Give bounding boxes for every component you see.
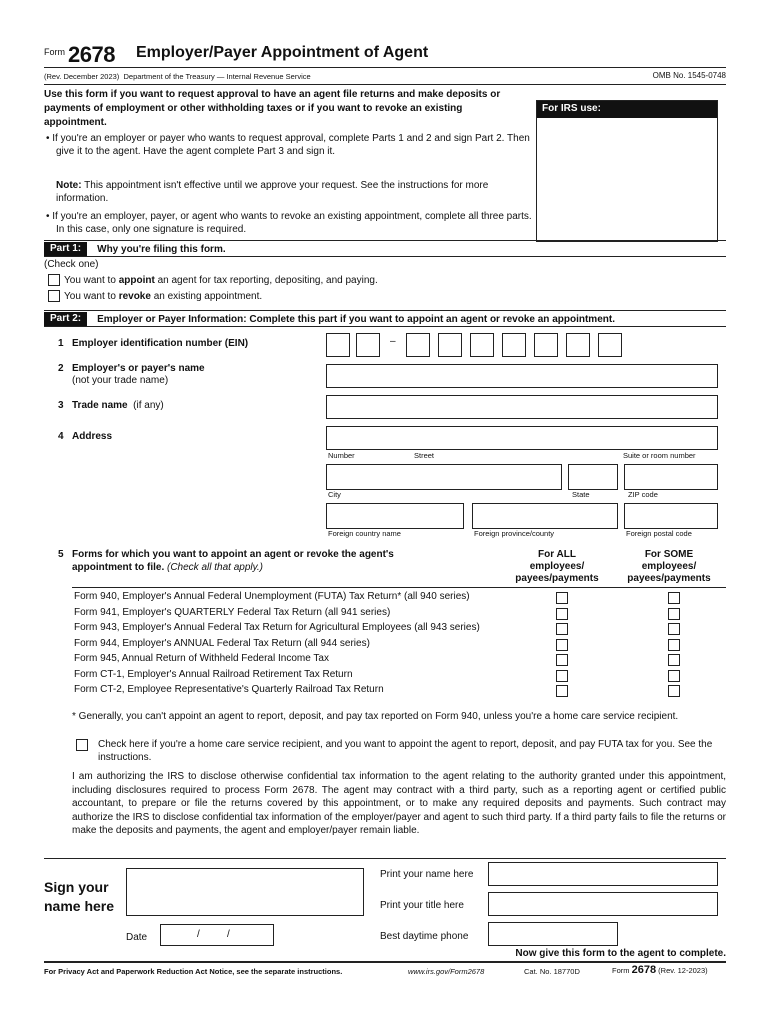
all-employees-checkbox[interactable]	[556, 639, 568, 651]
all-employees-checkbox[interactable]	[556, 654, 568, 666]
part2-header	[44, 312, 726, 326]
ein-dash: –	[390, 336, 396, 347]
part2-title: Employer or Payer Information: Complete this part if you want to appoint an agent or revoke an appointment.	[97, 313, 615, 325]
some-employees-checkbox[interactable]	[668, 608, 680, 620]
privacy-notice: For Privacy Act and Paperwork Reduction Act Notice, see the separate instructions.	[44, 967, 343, 976]
form-label: Form	[44, 47, 65, 57]
appoint-option[interactable]: You want to appoint an agent for tax reporting, depositing, and paying.	[48, 274, 378, 286]
some-employees-checkbox[interactable]	[668, 654, 680, 666]
form-row-label: Form 940, Employer's Annual Federal Unemployment (FUTA) Tax Return* (all 940 series)	[74, 591, 470, 602]
address-label: Address	[72, 431, 113, 442]
form-row-label: Form 944, Employer's ANNUAL Federal Tax Return (all 944 series)	[74, 637, 370, 649]
next-step-text: Now give this form to the agent to complete.	[515, 948, 726, 959]
print-title-label: Print your title here	[380, 900, 464, 911]
trade-name-label: Trade name (if any)	[72, 400, 164, 411]
part1-label: Part 1:	[44, 242, 87, 256]
part1-header	[44, 242, 726, 256]
trade-name-input[interactable]	[326, 395, 718, 419]
employer-name-sublabel: (not your trade name)	[72, 375, 169, 386]
col-some-header: For SOME employees/ payees/payments	[627, 549, 711, 584]
phone-label: Best daytime phone	[380, 931, 469, 942]
ein-digit-1[interactable]	[326, 333, 350, 357]
print-title-input[interactable]	[488, 892, 718, 916]
some-employees-checkbox[interactable]	[668, 670, 680, 682]
part1-title: Why you're filing this form.	[97, 243, 226, 255]
form-row-label: Form CT-2, Employee Representative's Quarterly Railroad Tax Return	[74, 684, 384, 695]
bullet-revoke: • If you're an employer, payer, or agent who wants to revoke an existing appointment, complete all three parts. In this case, only one signature is required.	[46, 211, 532, 235]
foreign-province-caption: Foreign province/county	[474, 529, 555, 538]
authorization-text: I am authorizing the IRS to disclose otherwise confidential tax information to the agent relating to the authority granted under this appointment, including disclosures required to process Form 2678. The agent may contract with a third party, such as a reporting agent or certified public accountant, to prepare or file the returns covered by this appointment, or to make any required deposits and payments. Such contract may authorize the IRS to disclose confidential tax information of the employer/payer and agent to such third party. If a third party fails to file the returns or make the deposits and payments, the agent and employer/payer remain liable.	[72, 771, 726, 836]
all-employees-checkbox[interactable]	[556, 670, 568, 682]
state-caption: State	[572, 490, 590, 499]
form-number: 2678	[68, 42, 115, 67]
omb-number: OMB No. 1545-0748	[652, 71, 726, 80]
date-input[interactable]: / /	[160, 924, 274, 946]
ein-digit-2[interactable]	[356, 333, 380, 357]
line3-number: 3	[58, 400, 64, 411]
part2-label: Part 2:	[44, 312, 87, 326]
form-row-label: Form 945, Annual Return of Withheld Federal Income Tax	[74, 653, 329, 664]
street-address-input[interactable]	[326, 426, 718, 450]
forms-label-2: appointment to file. (Check all that apply.)	[72, 562, 263, 573]
all-employees-checkbox[interactable]	[556, 685, 568, 697]
catalog-number: Cat. No. 18770D	[524, 967, 580, 976]
page-title: Employer/Payer Appointment of Agent	[136, 44, 429, 61]
revoke-checkbox[interactable]	[48, 290, 60, 302]
line4-number: 4	[58, 431, 64, 442]
phone-input[interactable]	[488, 922, 618, 946]
footnote: * Generally, you can't appoint an agent to report, deposit, and pay tax reported on Form 940, unless you're a home care service recipient.	[72, 711, 679, 722]
foreign-country-caption: Foreign country name	[328, 529, 401, 538]
print-name-input[interactable]	[488, 862, 718, 886]
zip-input[interactable]	[624, 464, 718, 490]
some-employees-checkbox[interactable]	[668, 623, 680, 635]
some-employees-checkbox[interactable]	[668, 592, 680, 604]
ein-digit-6[interactable]	[502, 333, 526, 357]
irs-use-box	[536, 100, 718, 242]
all-employees-checkbox[interactable]	[556, 592, 568, 604]
employer-name-input[interactable]	[326, 364, 718, 388]
date-label: Date	[126, 932, 148, 943]
zip-caption: ZIP code	[628, 490, 658, 499]
form-row-label: Form 941, Employer's QUARTERLY Federal Tax Return (all 941 series)	[74, 606, 391, 618]
bullet-approval: • If you're an employer or payer who wants to request approval, complete Parts 1 and 2 and sign Part 2. Then give it to the agent. Have the agent complete Part 3 and sign it.	[46, 133, 530, 157]
signature-input[interactable]	[126, 868, 364, 916]
number-caption: Number	[328, 451, 355, 460]
line5-number: 5	[58, 549, 64, 560]
ein-digit-4[interactable]	[438, 333, 462, 357]
note: Note: This appointment isn't effective until we approve your request. See the instructions for more information.	[56, 180, 489, 204]
forms-label: Forms for which you want to appoint an agent or revoke the agent's	[72, 549, 394, 560]
foreign-country-input[interactable]	[326, 503, 464, 529]
some-employees-checkbox[interactable]	[668, 639, 680, 651]
some-employees-checkbox[interactable]	[668, 685, 680, 697]
intro-bold-text: Use this form if you want to request approval to have an agent file returns and make deposits or payments of employment or other withholding taxes or if you want to revoke an existing appointment.	[44, 89, 501, 128]
sign-label: Sign your name here	[44, 879, 115, 914]
revoke-option[interactable]: You want to revoke an existing appointment.	[48, 290, 262, 302]
ein-label: Employer identification number (EIN)	[72, 338, 249, 349]
foreign-postal-caption: Foreign postal code	[626, 529, 692, 538]
foreign-postal-input[interactable]	[624, 503, 718, 529]
all-employees-checkbox[interactable]	[556, 623, 568, 635]
ein-digit-5[interactable]	[470, 333, 494, 357]
revision-date: (Rev. December 2023) Department of the Treasury — Internal Revenue Service	[44, 72, 311, 81]
ein-digit-8[interactable]	[566, 333, 590, 357]
check-one-label: (Check one)	[44, 259, 99, 270]
form-row-label: Form CT-1, Employer's Annual Railroad Retirement Tax Return	[74, 668, 353, 680]
street-caption: Street	[414, 451, 435, 460]
homecare-checkbox[interactable]	[76, 739, 88, 751]
line1-number: 1	[58, 338, 64, 349]
state-input[interactable]	[568, 464, 618, 490]
footer-form-id: Form 2678 (Rev. 12-2023)	[612, 964, 708, 976]
header-rule	[44, 67, 726, 68]
ein-digit-9[interactable]	[598, 333, 622, 357]
foreign-province-input[interactable]	[472, 503, 618, 529]
city-caption: City	[328, 490, 341, 499]
appoint-checkbox[interactable]	[48, 274, 60, 286]
print-name-label: Print your name here	[380, 869, 474, 880]
form-row-label: Form 943, Employer's Annual Federal Tax Return for Agricultural Employees (all 943 series)	[74, 622, 480, 633]
irs-url[interactable]: www.irs.gov/Form2678	[408, 967, 485, 976]
line2-number: 2	[58, 363, 64, 374]
suite-caption: Suite or room number	[623, 451, 696, 460]
employer-name-label: Employer's or payer's name	[72, 363, 205, 374]
ein-digit-7[interactable]	[534, 333, 558, 357]
all-employees-checkbox[interactable]	[556, 608, 568, 620]
col-all-header: For ALL employees/ payees/payments	[515, 549, 599, 584]
homecare-option[interactable]: Check here if you're a home care service recipient, and you want to appoint the agent to report, deposit, and pay FUTA tax for you. See the instructions.	[76, 738, 726, 764]
header-rule-bottom	[44, 84, 726, 85]
irs-use-label: For IRS use:	[537, 101, 717, 118]
ein-digit-3[interactable]	[406, 333, 430, 357]
city-input[interactable]	[326, 464, 562, 490]
